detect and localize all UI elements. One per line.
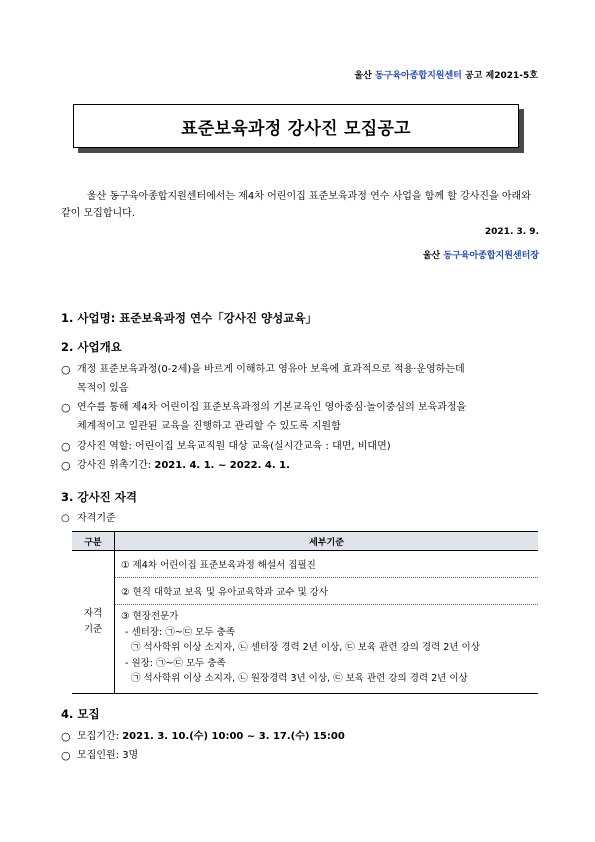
table-header-criteria: 세부기준 <box>115 532 539 551</box>
page-title: 표준보육과정 강사진 모집공고 <box>181 118 411 139</box>
intro-paragraph: 울산 동구육아종합지원센터에서는 제4차 어린이집 표준보육과정 연수 사업을 함께 할 강사진을 아래와 같이 모집합니다. <box>61 191 531 219</box>
section-4-heading: 4. 모집 <box>61 707 100 721</box>
list-item: ○ 자격기준 <box>61 513 116 524</box>
signature: 울산 동구육아종합지원센터장 <box>422 251 539 261</box>
table-row: ① 제4차 어린이집 표준보육과정 해설서 집필진 <box>115 551 539 578</box>
table-row-label: 자격 기준 <box>72 551 115 694</box>
table-row: ② 현직 대학교 보육 및 유아교육학과 교수 및 강사 <box>115 578 539 605</box>
circle-bullet-icon: ○ <box>61 513 70 524</box>
circle-bullet-icon: ○ <box>61 749 71 762</box>
table-header-category: 구분 <box>72 532 115 551</box>
list-item: ○ 개정 표준보육과정(0-2세)을 바르게 이해하고 영유아 보육에 효과적으로 적용·운영하는데 목적이 있음 <box>61 360 541 398</box>
list-item: ○ 모집인원: 3명 <box>61 746 541 765</box>
circle-bullet-icon: ○ <box>61 440 71 453</box>
announcement-date: 2021. 3. 9. <box>484 227 539 237</box>
section-1-heading: 1. 사업명: 표준보육과정 연수「강사진 양성교육」 <box>61 311 317 325</box>
circle-bullet-icon: ○ <box>61 459 71 472</box>
section-2-heading: 2. 사업개요 <box>61 340 122 354</box>
circle-bullet-icon: ○ <box>61 363 71 376</box>
list-item: ○ 강사진 역할: 어린이집 보육교직원 대상 교육(실시간교육 : 대면, 비대면) <box>61 437 541 456</box>
circle-bullet-icon: ○ <box>61 401 71 414</box>
circle-bullet-icon: ○ <box>61 730 71 743</box>
table-row: ③ 현장전문가 - 센터장: ㉠~㉢ 모두 충족 ㉠ 석사학위 이상 소지자, ㉡ 센터장 경력 2년 이상, ㉢ 보육 관련 강의 경력 2년 이상 - 원장: ㉠~㉢ 모두 충족 ㉠ 석사학위 이상 소지자, ㉡ 원장경력 3년 이상, ㉢ 보육 관련 강의 경력 2년 이상 <box>115 605 539 694</box>
list-item: ○ 모집기간: 2021. 3. 10.(수) 10:00 ~ 3. 17.(수) 15:00 <box>61 727 541 746</box>
list-item: ○ 강사진 위촉기간: 2021. 4. 1. ~ 2022. 4. 1. <box>61 456 541 475</box>
title-box <box>73 104 519 148</box>
section-3-heading: 3. 강사진 자격 <box>61 490 137 504</box>
notice-number: 울산 동구육아종합지원센터 공고 제2021-5호 <box>354 71 538 81</box>
list-item: ○ 연수를 통해 제4차 어린이집 표준보육과정의 기본교육인 영아중심·놀이중심의 보육과정을 체계적이고 일관된 교육을 진행하고 관리할 수 있도록 지원함 <box>61 398 541 436</box>
qualification-table <box>72 531 538 694</box>
